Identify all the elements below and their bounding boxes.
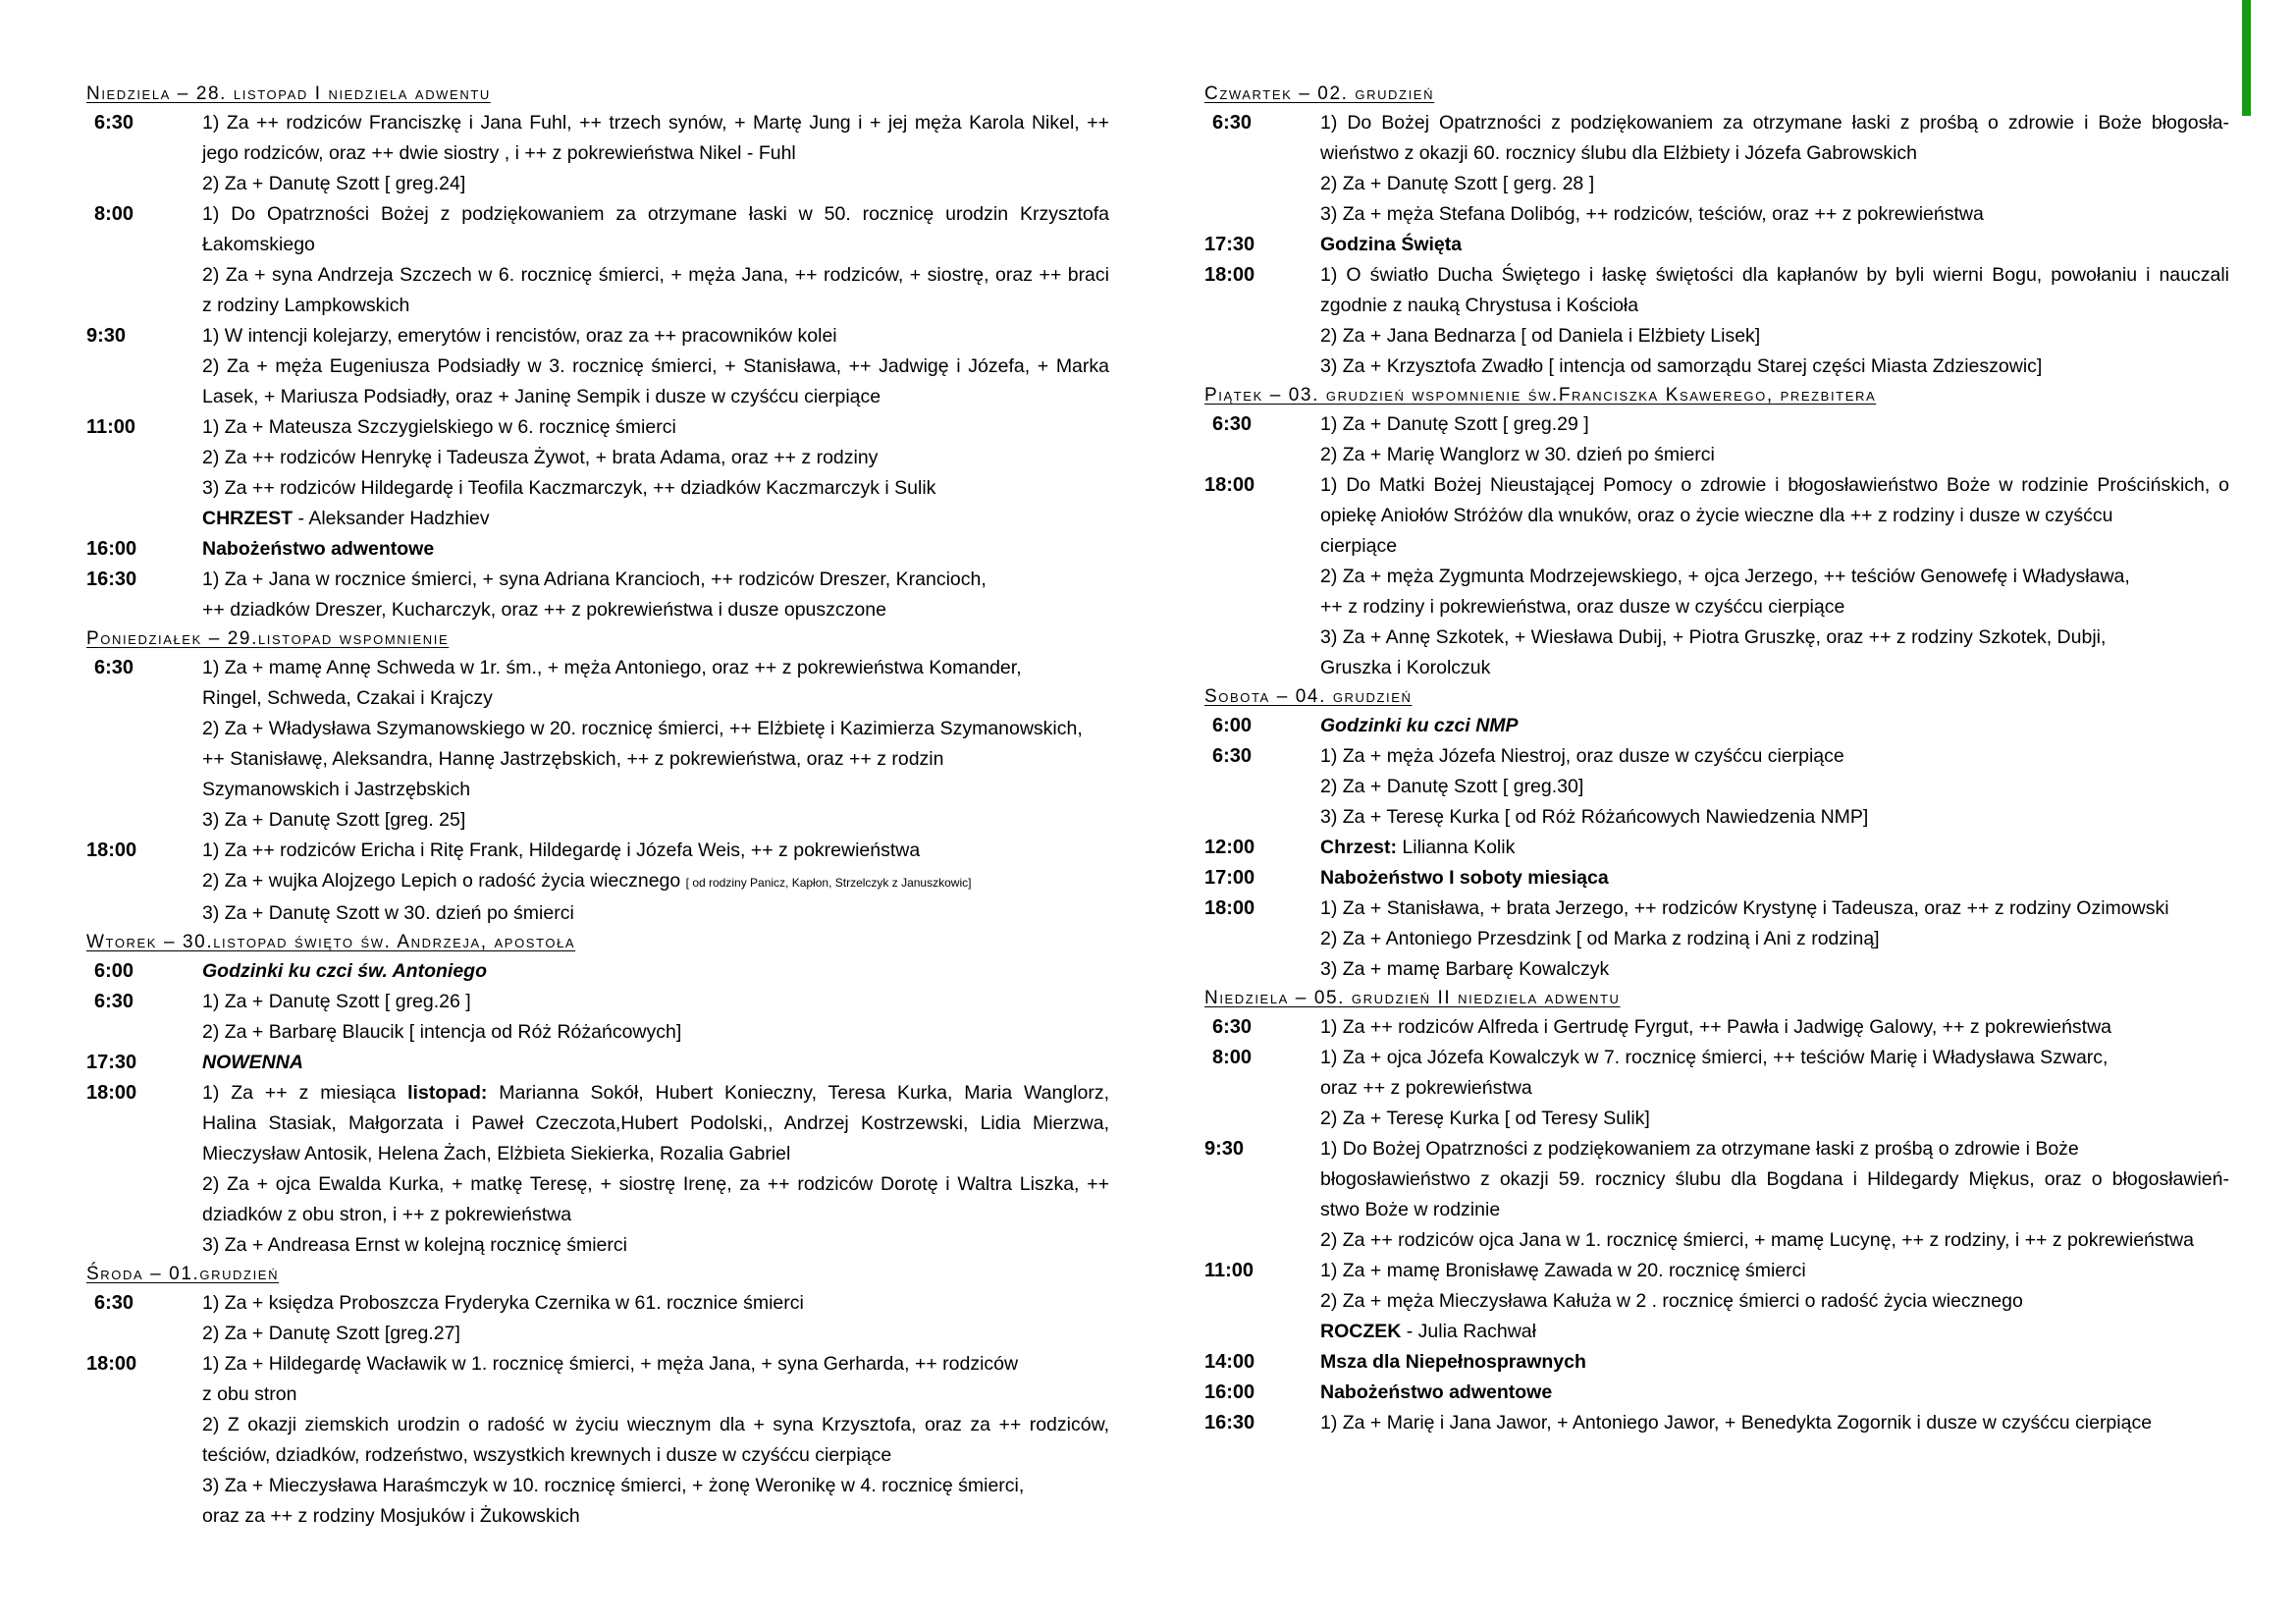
intention-line: [1320, 1225, 2229, 1256]
intention-line: [202, 1319, 1109, 1349]
intention-line: [1320, 833, 2229, 863]
intention-text: 3) Za + Danutę Szott [greg. 25]: [202, 809, 466, 831]
intention-text: ++ dziadków Dreszer, Kucharczyk, oraz ++ z pokrewieństwa i dusze opuszczone: [202, 599, 886, 621]
intention-line: [202, 1501, 1109, 1532]
intentions: [202, 1048, 1109, 1078]
mass-time: 18:00: [1204, 264, 1255, 286]
mass-entry: [86, 199, 1109, 321]
mass-entry: [1204, 108, 2229, 230]
intention-text: 2) Za + Danutę Szott [greg.27]: [202, 1323, 460, 1344]
mass-entry: [1204, 1408, 2229, 1438]
intention-line: [202, 504, 1109, 534]
intention-line: [202, 443, 1109, 473]
intention-text: wieństwo z okazji 60. rocznicy ślubu dla Elżbiety i Józefa Gabrowskich: [1320, 142, 1918, 164]
intentions: [202, 565, 1109, 625]
intention-line: [202, 473, 1109, 504]
mass-time: 16:30: [86, 568, 137, 590]
intention-text: 1) W intencji kolejarzy, emerytów i rencistów, oraz za ++ pracowników kolei: [202, 325, 837, 347]
intention-bold: Msza dla Niepełnosprawnych: [1320, 1351, 1586, 1373]
intention-text: 1) Za + mamę Bronisławę Zawada w 20. rocznicę śmierci: [1320, 1260, 1806, 1281]
intention-line: [1320, 1408, 2229, 1438]
intention-line: [202, 291, 1109, 321]
intention-line: [1320, 1256, 2229, 1286]
intention-line: [202, 534, 1109, 565]
intention-text: 1) Do Opatrzności Bożej z podziękowaniem za otrzymane łaski w 50. rocznicę urodzin Krzysztofa: [202, 203, 1109, 225]
intention-line: [202, 1380, 1109, 1410]
intention-text: błogosławieństwo z okazji 59. rocznicy ślubu dla Bogdana i Hildegardy Miękus, oraz o błogosławień-: [1320, 1168, 2229, 1190]
intention-text: 1) Za + Danutę Szott [ greg.29 ]: [1320, 413, 1589, 435]
intentions: [202, 653, 1109, 836]
intention-bold: ROCZEK: [1320, 1321, 1402, 1342]
intention-line: [1320, 138, 2229, 169]
mass-time: 16:00: [86, 538, 137, 560]
intention-line: [1320, 653, 2229, 683]
intentions: [202, 836, 1109, 929]
intention-text: 2) Za + Teresę Kurka [ od Teresy Sulik]: [1320, 1108, 1650, 1129]
intention-text: 3) Za + Krzysztofa Zwadło [ intencja od samorządu Starej części Miasta Zdzieszowic]: [1320, 355, 2043, 377]
mass-time: 6:30: [1212, 745, 1253, 767]
mass-time: 6:00: [1212, 715, 1253, 736]
intention-line: [202, 1230, 1109, 1261]
left-column: [86, 82, 1109, 1532]
intention-text: 1) Za + Hildegardę Wacławik w 1. rocznicę śmierci, + męża Jana, + syna Gerharda, ++ rodziców: [202, 1353, 1019, 1375]
intention-line: [202, 230, 1109, 260]
intention-bold: Godzina Święta: [1320, 234, 1463, 255]
intention-line: [202, 321, 1109, 352]
intention-text: Halina Stasiak, Małgorzata i Paweł Czeczota,Hubert Podolski,, Andrzej Kostrzewski, Lidia Mierzwa,: [202, 1112, 1109, 1134]
intention-text: Lilianna Kolik: [1397, 837, 1516, 858]
intentions: [1320, 470, 2229, 683]
mass-entry: [1204, 1012, 2229, 1043]
intention-text: 3) Za + Danutę Szott w 30. dzień po śmierci: [202, 902, 574, 924]
intention-line: [1320, 741, 2229, 772]
intention-bold-italic: NOWENNA: [202, 1052, 303, 1073]
intention-line: [1320, 470, 2229, 501]
intention-text: Szymanowskich i Jastrzębskich: [202, 779, 471, 800]
intention-line: [1320, 321, 2229, 352]
intention-text: jego rodziców, oraz ++ dwie siostry , i ++ z pokrewieństwa Nikel - Fuhl: [202, 142, 796, 164]
intention-line: [202, 565, 1109, 595]
intention-line: [1320, 531, 2229, 562]
intentions: [1320, 1134, 2229, 1256]
intention-line: [1320, 1347, 2229, 1378]
intention-text: stwo Boże w rodzinie: [1320, 1199, 1501, 1220]
intention-line: [1320, 169, 2229, 199]
intention-text: 1) Za ++ rodziców Ericha i Ritę Frank, Hildegardę i Józefa Weis, ++ z pokrewieństwa: [202, 839, 921, 861]
mass-time: 16:30: [1204, 1412, 1255, 1434]
intention-line: [1320, 924, 2229, 954]
intentions: [202, 956, 1109, 987]
mass-time: 6:00: [94, 960, 134, 982]
mass-time: 6:30: [1212, 112, 1253, 134]
intention-line: [1320, 1012, 2229, 1043]
intention-text: teściów, dziadków, rodzeństwo, wszystkich krewnych i dusze w czyśćcu cierpiące: [202, 1444, 892, 1466]
intention-text: dziadków z obu stron, i ++ z pokrewieństwa: [202, 1204, 572, 1225]
intention-line: [202, 1139, 1109, 1169]
intention-text: 2) Za + syna Andrzeja Szczech w 6. rocznicę śmierci, + męża Jana, ++ rodziców, + siostrę, oraz ++ braci: [202, 264, 1109, 286]
mass-time: 6:30: [94, 657, 134, 678]
intention-line: [1320, 1378, 2229, 1408]
intentions: [1320, 893, 2229, 985]
intention-line: [202, 805, 1109, 836]
intention-text: - Julia Rachwał: [1401, 1321, 1536, 1342]
mass-time: 16:00: [1204, 1381, 1255, 1403]
mass-entry: [86, 412, 1109, 534]
intentions: [1320, 711, 2229, 741]
intention-line: [202, 866, 1109, 898]
intention-text: 2) Za + Antoniego Przesdzink [ od Marka z rodziną i Ani z rodziną]: [1320, 928, 1880, 949]
intention-bold: Nabożeństwo adwentowe: [1320, 1381, 1553, 1403]
mass-time: 18:00: [1204, 897, 1255, 919]
intention-line: [202, 1200, 1109, 1230]
mass-entry: [1204, 1378, 2229, 1408]
mass-entry: [86, 1078, 1109, 1261]
intention-line: [1320, 501, 2229, 531]
day-header: Wtorek – 30.listopad święto św. Andrzeja, apostoła: [86, 932, 576, 952]
intention-line: [1320, 711, 2229, 741]
day-header: Niedziela – 05. grudzień II niedziela adwentu: [1204, 988, 1621, 1008]
intention-line: [202, 653, 1109, 683]
intention-text: 1) Za + mamę Annę Schweda w 1r. śm., + męża Antoniego, oraz ++ z pokrewieństwa Komander,: [202, 657, 1022, 678]
intention-text: 3) Za + Teresę Kurka [ od Róż Różańcowych Nawiedzenia NMP]: [1320, 806, 1869, 828]
intention-text: 2) Za + Jana Bednarza [ od Daniela i Elżbiety Lisek]: [1320, 325, 1761, 347]
intentions: [1320, 1043, 2229, 1134]
intention-line: [202, 595, 1109, 625]
intention-line: [1320, 1104, 2229, 1134]
mass-time: 14:00: [1204, 1351, 1255, 1373]
mass-time: 8:00: [94, 203, 134, 225]
intention-text: 1) Do Matki Bożej Nieustającej Pomocy o zdrowie i błogosławieństwo Boże w rodzinie Prościńskich, o: [1320, 474, 2229, 496]
intentions: [202, 1078, 1109, 1261]
intention-line: [1320, 562, 2229, 592]
intentions: [202, 534, 1109, 565]
intention-line: [1320, 1286, 2229, 1317]
intention-line: [1320, 802, 2229, 833]
intention-line: [202, 1048, 1109, 1078]
intention-line: [202, 1288, 1109, 1319]
mass-time: 9:30: [86, 325, 127, 347]
day-header: Czwartek – 02. grudzień: [1204, 83, 1435, 104]
intention-bold-italic: Godzinki ku czci św. Antoniego: [202, 960, 487, 982]
intention-line: [1320, 1043, 2229, 1073]
intention-line: [1320, 260, 2229, 291]
mass-entry: [1204, 470, 2229, 683]
intention-text: 1) Za + Jana w rocznice śmierci, + syna Adriana Krancioch, ++ rodziców Dreszer, Krancioch,: [202, 568, 987, 590]
mass-entry: [86, 534, 1109, 565]
right-column: [1204, 82, 2229, 1438]
mass-entry: [1204, 1347, 2229, 1378]
intention-text: 2) Za + Danutę Szott [ greg.30]: [1320, 776, 1584, 797]
intention-line: [1320, 893, 2229, 924]
intention-text: 3) Za + męża Stefana Dolibóg, ++ rodziców, teściów, oraz ++ z pokrewieństwa: [1320, 203, 1984, 225]
intention-text: 2) Z okazji ziemskich urodzin o radość w życiu wiecznym dla + syna Krzysztofa, oraz za ++ rodziców,: [202, 1414, 1109, 1435]
intention-line: [202, 744, 1109, 775]
intention-text: zgodnie z nauką Chrystusa i Kościoła: [1320, 295, 1639, 316]
intention-text: 2) Za + męża Mieczysława Kałuża w 2 . rocznicę śmierci o radość życia wiecznego: [1320, 1290, 2023, 1312]
intention-line: [202, 199, 1109, 230]
mass-entry: [1204, 741, 2229, 833]
intention-bold-italic: Godzinki ku czci NMP: [1320, 715, 1519, 736]
mass-entry: [86, 1288, 1109, 1349]
intention-line: [1320, 291, 2229, 321]
day-header: Piątek – 03. grudzień wspomnienie św.Franciszka Ksawerego, prezbitera: [1204, 385, 1877, 406]
intention-text: opiekę Aniołów Stróżów dla wnuków, oraz o życie wieczne dla ++ z rodziny i dusze w czyśćcu: [1320, 505, 2113, 526]
mass-time: 12:00: [1204, 837, 1255, 858]
mass-time: 18:00: [86, 1353, 137, 1375]
intention-line: [1320, 108, 2229, 138]
intention-text: 1) Za + męża Józefa Niestroj, oraz dusze w czyśćcu cierpiące: [1320, 745, 1844, 767]
intentions: [1320, 1408, 2229, 1438]
intention-text: Ringel, Schweda, Czakai i Krajczy: [202, 687, 493, 709]
intention-line: [202, 1109, 1109, 1139]
mass-time: 6:30: [1212, 413, 1253, 435]
intention-line: [1320, 592, 2229, 623]
intention-text: 1) O światło Ducha Świętego i łaskę świętości dla kapłanów by byli wierni Bogu, powołaniu i nauczali: [1320, 264, 2229, 286]
intention-note: [ od rodziny Panicz, Kapłon, Strzelczyk z Januszkowic]: [685, 876, 972, 890]
mass-entry: [1204, 1043, 2229, 1134]
intention-text: 1) Za ++ rodziców Franciszkę i Jana Fuhl, ++ trzech synów, + Martę Jung i + jej męża Karola Nikel, ++: [202, 112, 1109, 134]
intention-line: [1320, 440, 2229, 470]
intention-text: 2) Za + męża Zygmunta Modrzejewskiego, + ojca Jerzego, ++ teściów Genowefę i Władysława,: [1320, 566, 2130, 587]
intention-line: [1320, 772, 2229, 802]
intention-line: [202, 412, 1109, 443]
intentions: [1320, 409, 2229, 470]
intention-text: Marianna Sokół, Hubert Konieczny, Teresa Kurka, Maria Wanglorz,: [487, 1082, 1110, 1104]
intentions: [1320, 1347, 2229, 1378]
intention-line: [202, 169, 1109, 199]
intention-text: 3) Za + mamę Barbarę Kowalczyk: [1320, 958, 1610, 980]
intention-line: [202, 260, 1109, 291]
intention-text: 1) Za ++ rodziców Alfreda i Gertrudę Fyrgut, ++ Pawła i Jadwigę Galowy, ++ z pokrewieństwa: [1320, 1016, 2112, 1038]
intention-text: Mieczysław Antosik, Helena Żach, Elżbieta Siekierka, Rozalia Gabriel: [202, 1143, 791, 1164]
intention-text: 1) Do Bożej Opatrzności z podziękowaniem za otrzymane łaski z prośbą o zdrowie i Boże: [1320, 1138, 2079, 1160]
mass-entry: [1204, 863, 2229, 893]
mass-time: 8:00: [1212, 1047, 1253, 1068]
intentions: [202, 199, 1109, 321]
intention-bold: Chrzest:: [1320, 837, 1398, 858]
intention-text: 3) Za + Andreasa Ernst w kolejną rocznicę śmierci: [202, 1234, 627, 1256]
green-accent-bar: [2242, 0, 2251, 116]
intention-line: [202, 1410, 1109, 1440]
intention-text: 2) Za + ojca Ewalda Kurka, + matkę Teresę, + siostrę Irenę, za ++ rodziców Dorotę i Waltra Liszka, ++: [202, 1173, 1109, 1195]
intention-text: 1) Do Bożej Opatrzności z podziękowaniem za otrzymane łaski z prośbą o zdrowie i Boże błogosła-: [1320, 112, 2229, 134]
intention-text: - Aleksander Hadzhiev: [293, 508, 490, 529]
intention-text: 2) Za + męża Eugeniusza Podsiadły w 3. rocznicę śmierci, + Stanisława, ++ Jadwigę i Józefa, + Marka: [202, 355, 1109, 377]
intention-text: z obu stron: [202, 1383, 297, 1405]
intention-line: [1320, 409, 2229, 440]
intention-line: [202, 898, 1109, 929]
intentions: [1320, 1256, 2229, 1347]
intentions: [202, 1288, 1109, 1349]
intention-line: [1320, 352, 2229, 382]
intention-line: [202, 1349, 1109, 1380]
intention-line: [1320, 623, 2229, 653]
intention-text: 1) Za + ojca Józefa Kowalczyk w 7. rocznicę śmierci, ++ teściów Marię i Władysława Szwarc,: [1320, 1047, 2109, 1068]
intention-line: [202, 1471, 1109, 1501]
intention-text: 2) Za + Marię Wanglorz w 30. dzień po śmierci: [1320, 444, 1715, 465]
intentions: [1320, 863, 2229, 893]
intentions: [1320, 230, 2229, 260]
intention-line: [1320, 954, 2229, 985]
intention-line: [1320, 230, 2229, 260]
intention-text: Łakomskiego: [202, 234, 315, 255]
mass-entry: [1204, 1256, 2229, 1347]
mass-time: 6:30: [94, 991, 134, 1012]
intention-text: 2) Za ++ rodziców Henrykę i Tadeusza Żywot, + brata Adama, oraz ++ z rodziny: [202, 447, 879, 468]
intention-text: 2) Za ++ rodziców ojca Jana w 1. rocznicę śmierci, + mamę Lucynę, ++ z rodziny, i ++ z pokrewieństwa: [1320, 1229, 2194, 1251]
intention-text: oraz ++ z pokrewieństwa: [1320, 1077, 1532, 1099]
mass-entry: [1204, 260, 2229, 382]
mass-entry: [1204, 711, 2229, 741]
mass-entry: [86, 321, 1109, 412]
mass-entry: [86, 653, 1109, 836]
intention-text: ++ Stanisławę, Aleksandra, Hannę Jastrzębskich, ++ z pokrewieństwa, oraz ++ z rodzin: [202, 748, 944, 770]
intentions: [1320, 833, 2229, 863]
intention-text: cierpiące: [1320, 535, 1398, 557]
intention-bold: Nabożeństwo adwentowe: [202, 538, 435, 560]
intention-text: 2) Za + Barbarę Blaucik [ intencja od Róż Różańcowych]: [202, 1021, 682, 1043]
mass-entry: [1204, 409, 2229, 470]
intention-text: 1) Za + Danutę Szott [ greg.26 ]: [202, 991, 471, 1012]
mass-entry: [1204, 833, 2229, 863]
intention-text: 1) Za + Mateusza Szczygielskiego w 6. rocznicę śmierci: [202, 416, 676, 438]
intention-line: [202, 775, 1109, 805]
intention-line: [202, 352, 1109, 382]
intention-line: [1320, 1134, 2229, 1164]
intention-text: 2) Za + Danutę Szott [ gerg. 28 ]: [1320, 173, 1595, 194]
intentions: [1320, 741, 2229, 833]
day-header: Niedziela – 28. listopad I niedziela adwentu: [86, 83, 491, 104]
mass-time: 9:30: [1204, 1138, 1245, 1160]
mass-time: 11:00: [1204, 1260, 1255, 1281]
intention-line: [202, 714, 1109, 744]
mass-entry: [1204, 230, 2229, 260]
intention-text: 1) Za ++ z miesiąca: [202, 1082, 408, 1104]
intentions: [1320, 1378, 2229, 1408]
intention-text: 3) Za + Mieczysława Haraśmczyk w 10. rocznicę śmierci, + żonę Weronikę w 4. rocznicę śmierci,: [202, 1475, 1025, 1496]
intention-text: Gruszka i Korolczuk: [1320, 657, 1491, 678]
day-header: Poniedziałek – 29.listopad wspomnienie: [86, 628, 450, 649]
mass-time: 18:00: [86, 839, 137, 861]
intention-text: ++ z rodziny i pokrewieństwa, oraz dusze w czyśćcu cierpiące: [1320, 596, 1845, 618]
mass-time: 17:30: [1204, 234, 1255, 255]
intention-line: [1320, 199, 2229, 230]
intention-line: [202, 1440, 1109, 1471]
intentions: [202, 108, 1109, 199]
intention-text: 2) Za + Władysława Szymanowskiego w 20. rocznicę śmierci, ++ Elżbietę i Kazimierza Szymanowskich,: [202, 718, 1083, 739]
intentions: [1320, 260, 2229, 382]
intention-line: [202, 836, 1109, 866]
intention-text: 1) Za + księdza Proboszcza Fryderyka Czernika w 61. rocznice śmierci: [202, 1292, 804, 1314]
intentions: [1320, 1012, 2229, 1043]
intentions: [1320, 108, 2229, 230]
intention-text: 3) Za + Annę Szkotek, + Wiesława Dubij, + Piotra Gruszkę, oraz ++ z rodziny Szkotek, Dubji,: [1320, 626, 2107, 648]
mass-entry: [86, 1048, 1109, 1078]
intention-line: [1320, 1195, 2229, 1225]
intention-line: [202, 1017, 1109, 1048]
intention-text: 1) Za + Marię i Jana Jawor, + Antoniego Jawor, + Benedykta Zogornik i dusze w czyśćcu cierpiące: [1320, 1412, 2153, 1434]
mass-entry: [86, 108, 1109, 199]
mass-entry: [86, 987, 1109, 1048]
intention-line: [202, 108, 1109, 138]
intention-line: [1320, 863, 2229, 893]
mass-time: 6:30: [94, 1292, 134, 1314]
intentions: [202, 412, 1109, 534]
intention-text: 2) Za + Danutę Szott [ greg.24]: [202, 173, 466, 194]
mass-entry: [86, 836, 1109, 929]
mass-entry: [86, 956, 1109, 987]
intention-line: [202, 956, 1109, 987]
intentions: [202, 1349, 1109, 1532]
mass-time: 11:00: [86, 416, 136, 438]
mass-entry: [1204, 1134, 2229, 1256]
mass-time: 18:00: [1204, 474, 1255, 496]
mass-time: 17:30: [86, 1052, 137, 1073]
mass-time: 6:30: [94, 112, 134, 134]
mass-time: 18:00: [86, 1082, 137, 1104]
intention-line: [1320, 1073, 2229, 1104]
day-header: Środa – 01.grudzień: [86, 1264, 280, 1284]
day-header: Sobota – 04. grudzień: [1204, 686, 1413, 707]
mass-entry: [86, 1349, 1109, 1532]
intention-line: [202, 1169, 1109, 1200]
intention-bold: Nabożeństwo I soboty miesiąca: [1320, 867, 1609, 889]
intentions: [202, 321, 1109, 412]
intention-text: oraz za ++ z rodziny Mosjuków i Żukowskich: [202, 1505, 580, 1527]
intention-bold: listopad:: [407, 1082, 488, 1104]
intentions: [202, 987, 1109, 1048]
intention-text: 3) Za ++ rodziców Hildegardę i Teofila Kaczmarczyk, ++ dziadków Kaczmarczyk i Sulik: [202, 477, 936, 499]
intention-text: 1) Za + Stanisława, + brata Jerzego, ++ rodziców Krystynę i Tadeusza, oraz ++ z rodziny Ozimowski: [1320, 897, 2169, 919]
mass-time: 17:00: [1204, 867, 1255, 889]
intention-line: [202, 1078, 1109, 1109]
mass-entry: [86, 565, 1109, 625]
intention-line: [202, 683, 1109, 714]
intention-line: [202, 987, 1109, 1017]
intention-bold: CHRZEST: [202, 508, 294, 529]
intention-line: [202, 382, 1109, 412]
mass-entry: [1204, 893, 2229, 985]
intention-line: [1320, 1164, 2229, 1195]
intention-text: Lasek, + Mariusza Podsiadły, oraz + Janinę Sempik i dusze w czyśćcu cierpiące: [202, 386, 881, 407]
mass-time: 6:30: [1212, 1016, 1253, 1038]
intention-text: z rodziny Lampkowskich: [202, 295, 410, 316]
intention-text: 2) Za + wujka Alojzego Lepich o radość życia wiecznego: [202, 870, 686, 892]
intention-line: [202, 138, 1109, 169]
intention-line: [1320, 1317, 2229, 1347]
